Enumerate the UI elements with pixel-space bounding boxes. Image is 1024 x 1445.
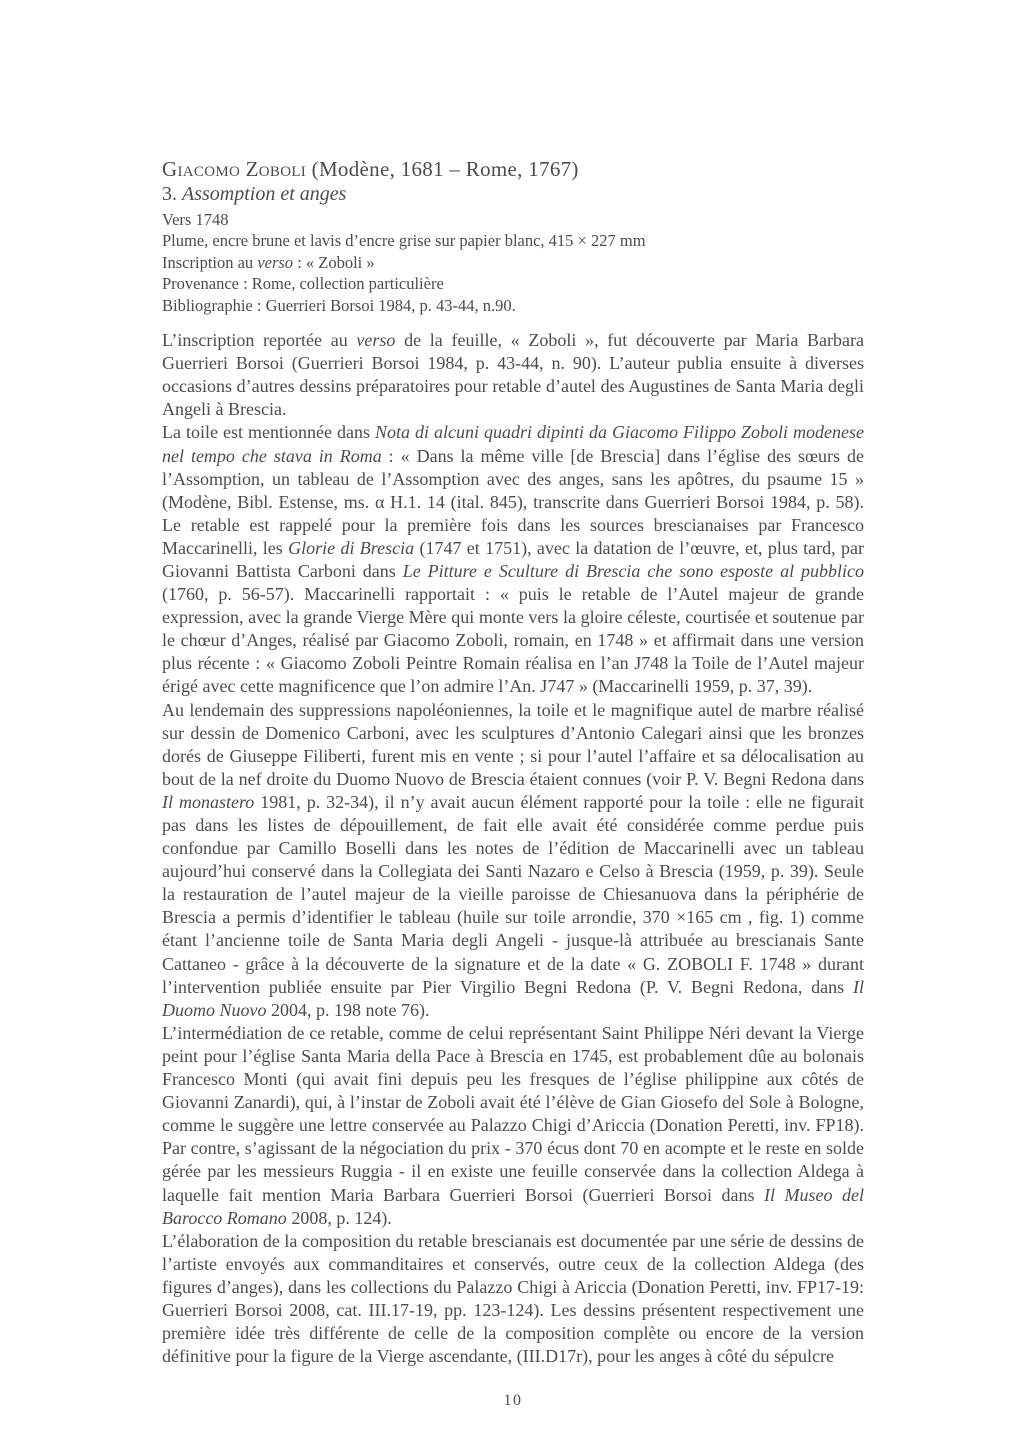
body-paragraph: L’intermédiation de ce retable, comme de celui représentant Saint Philippe Néri devant la Vierge peint pour l’église Santa Maria della Pace à Brescia en 1745, est probablement dûe au bolonais Francesco Monti (qui avait fini depuis peu les fresques de l’église philippine aux côtés de Giovanni Zanardi), qui, à l’instar de Zoboli avait été l’élève de Gian Giosefo del Sole à Bologne, comme le suggère une lettre conservée au Palazzo Chigi d’Ariccia (Donation Peretti, inv. FP18). Par contre, s’agissant de la négociation du prix - 370 écus dont 70 en acompte et le reste en solde gérée par les messieurs Ruggia - il en existe une feuille conservée dans la collection Aldega à laquelle fait mention Maria Barbara Guerrieri Borsoi (Guerrieri Borsoi dans Il Museo del Barocco Romano 2008, p. 124). — [162, 1022, 864, 1228]
catalog-block — [162, 209, 864, 316]
body-paragraph: Au lendemain des suppressions napoléoniennes, la toile et le magnifique autel de marbre réalisé sur dessin de Domenico Carboni, avec les sculptures d’Antonio Calegari ainsi que les bronzes dorés de Giuseppe Filiberti, furent mis en vente ; si pour l’autel l’affaire et sa délocalisation au bout de la nef droite du Duomo Nuovo de Brescia étaient connues (voir P. V. Begni Redona dans Il monastero 1981, p. 32-34), il n’y avait aucun élément rapporté pour la toile : elle ne figurait pas dans les listes de dépouillement, de fait elle avait été considérée comme perdue puis confondue par Camillo Boselli dans les notes de l’édition de Maccarinelli avec un tableau aujourd’hui conservé dans la Collegiata dei Santi Nazaro e Celso à Brescia (1959, p. 39). Seule la restauration de l’autel majeur de la vieille paroisse de Chiesanuova dans la périphérie de Brescia a permis d’identifier le tableau (huile sur toile arrondie, 370 ×165 cm , fig. 1) comme étant l’ancienne toile de Santa Maria degli Angeli - jusque-là attribuée au brescianais Sante Cattaneo - grâce à la découverte de la signature et de la date « G. ZOBOLI F. 1748 » durant l’intervention publiée ensuite par Pier Virgilio Begni Redona (P. V. Begni Redona, dans Il Duomo Nuovo 2004, p. 198 note 76). — [162, 699, 865, 1020]
work-title-line: 3. Assomption et anges — [162, 183, 347, 205]
body-paragraph: La toile est mentionnée dans Nota di alcuni quadri dipinti da Giacomo Filippo Zoboli modenese nel tempo che stava in Roma : « Dans la même ville [de Brescia] dans l’église des sœurs de l’Assomption, un tableau de l’Assomption avec des anges, sans les apôtres, du psaume 15 » (Modène, Bibl. Estense, ms. α H.1. 14 (ital. 845), transcrite dans Guerrieri Borsoi 1984, p. 58). Le retable est rappelé pour la première fois dans les sources brescianaises par Francesco Maccarinelli, les Glorie di Brescia (1747 et 1751), avec la datation de l’œuvre, et, plus tard, par Giovanni Battista Carboni dans Le Pitture e Sculture di Brescia che sono esposte al pubblico (1760, p. 56-57). Maccarinelli rapportait : « puis le retable de l’Autel majeur de grande expression, avec la grande Vierge Mère qui monte vers la gloire céleste, courtisée et soutenue par le chœur d’Anges, réalisé par Giacomo Zoboli, romain, en 1748 » et affirmait dans une version plus récente : « Giacomo Zoboli Peintre Romain réalisa en l’an J748 la Toile de l’Autel majeur érigé avec cette magnificence que l’on admire l’An. J747 » (Maccarinelli 1959, p. 37, 39). — [162, 422, 864, 697]
provenance-line: Provenance : Rome, collection particulière — [162, 274, 444, 294]
body-text — [162, 329, 864, 1368]
bibliography-line: Bibliographie : Guerrieri Borsoi 1984, p. 43-44, n.90. — [162, 295, 516, 315]
artist-name: Giacomo Zoboli — [162, 157, 307, 181]
artist-line — [162, 156, 864, 182]
text-block — [162, 156, 864, 1410]
body-paragraph: L’inscription reportée au verso de la feuille, « Zoboli », fut découverte par Maria Barbara Guerrieri Borsoi (Guerrieri Borsoi 1984, p. 43-44, n. 90). L’auteur publia ensuite à diverses occasions d’autres dessins préparatoires pour retable d’autel des Augustines de Santa Maria degli Angeli à Brescia. — [162, 330, 865, 420]
body-paragraph: L’élaboration de la composition du retable brescianais est documentée par une série de dessins de l’artiste envoyés aux commanditaires et conservés, outre ceux de la collection Aldega (des figures d’anges), dans les collections du Palazzo Chigi à Ariccia (Donation Peretti, inv. FP17-19: Guerrieri Borsoi 2008, cat. III.17-19, pp. 123-124). Les dessins présentent respectivement une première idée très différente de celle de la composition complète ou encore de la version définitive pour la figure de la Vierge ascendante, (III.D17r), pour les anges à côté du sépulcre — [162, 1230, 864, 1367]
page-number: 10 — [503, 1392, 523, 1410]
medium-line: Plume, encre brune et lavis d’encre grise sur papier blanc, 415 × 227 mm — [162, 231, 646, 251]
inscription-line: Inscription au verso : « Zoboli » — [162, 252, 375, 272]
catalog-entry-header — [162, 156, 864, 316]
date-line: Vers 1748 — [162, 210, 229, 229]
artist-dates: (Modène, 1681 – Rome, 1767) — [306, 157, 579, 181]
